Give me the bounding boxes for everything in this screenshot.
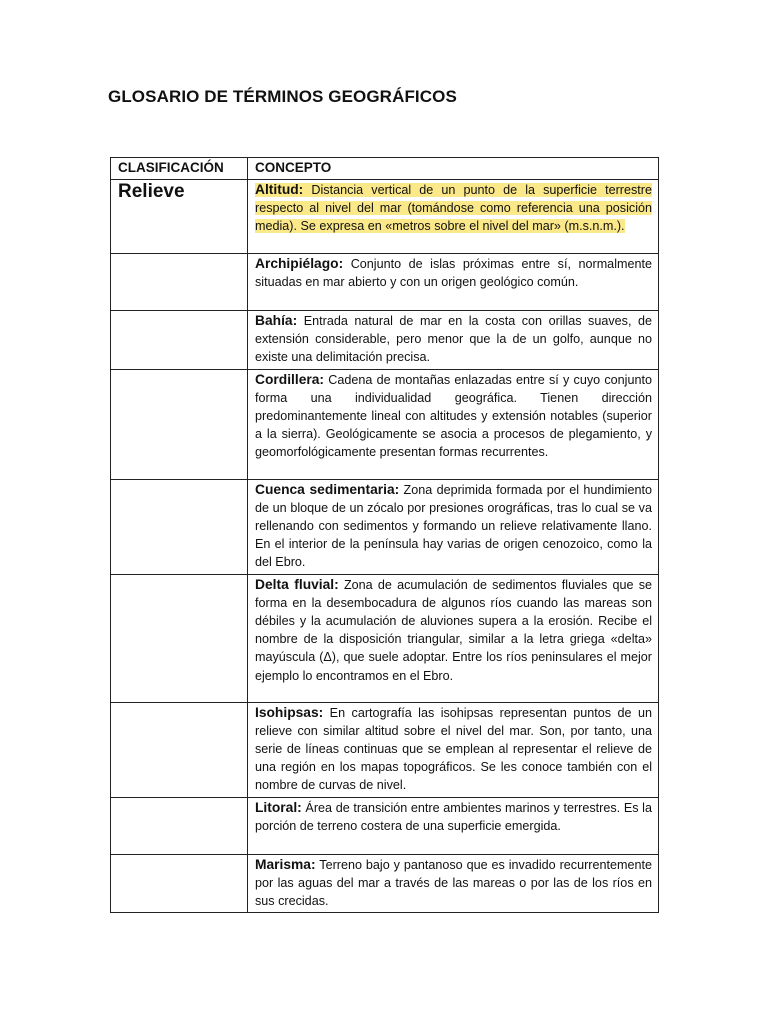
- classification-cell: [111, 311, 248, 370]
- term-definition: Zona deprimida formada por el hundimiento de un bloque de un zócalo por presiones orográficas, tras lo cual se va rellenando con sedimentos y formando un relieve relativamente llano. En el interior de la península hay varias de origen cenozoico, como la del Ebro.: [255, 482, 652, 570]
- term-label: Marisma:: [255, 856, 316, 872]
- term-label: Cordillera:: [255, 371, 324, 387]
- table-header-row: [111, 158, 659, 180]
- table-row: [111, 797, 659, 854]
- term-label: Isohipsas:: [255, 704, 324, 720]
- term-label: Altitud:: [255, 182, 304, 197]
- classification-cell: [111, 369, 248, 479]
- classification-cell: Relieve: [111, 180, 248, 254]
- table-row: [111, 854, 659, 913]
- term-definition: Terreno bajo y pantanoso que es invadido recurrentemente por las aguas del mar a través de las mareas o por las de los ríos en sus crecidas.: [255, 857, 652, 909]
- classification-cell: [111, 479, 248, 574]
- classification-cell: [111, 702, 248, 797]
- concept-cell: [248, 369, 659, 479]
- table-row: [111, 254, 659, 311]
- term-definition: En cartografía las isohipsas representan puntos de un relieve con similar altitud sobre el nivel del mar. Son, por tanto, una serie de líneas continuas que se emplean al representar el relieve de una región en los mapas topográficos. Se les conoce también con el nombre de curvas de nivel.: [255, 705, 652, 793]
- table-row: [111, 574, 659, 702]
- header-concept: CONCEPTO: [248, 158, 659, 180]
- term-label: Delta fluvial:: [255, 576, 339, 592]
- table-row: [111, 479, 659, 574]
- table-row: [111, 180, 659, 254]
- term-definition: Conjunto de islas próximas entre sí, normalmente situadas en mar abierto y con un origen geológico común.: [255, 257, 652, 290]
- term-definition: Cadena de montañas enlazadas entre sí y cuyo conjunto forma una individualidad geográfica. Tienen dirección predominantemente lineal con altitudes y extensión notables (superior a la sierra). Geológicamente se asocia a procesos de plegamiento, y geomorfológicamente presentan formas recurrentes.: [255, 372, 652, 460]
- page-title: GLOSARIO DE TÉRMINOS GEOGRÁFICOS: [108, 87, 457, 106]
- concept-cell: [248, 311, 659, 370]
- term-label: Archipiélago:: [255, 256, 344, 271]
- table-row: [111, 702, 659, 797]
- glossary-table: [110, 157, 659, 913]
- term-label: Bahía:: [255, 313, 298, 328]
- concept-cell: [248, 854, 659, 913]
- concept-cell: [248, 574, 659, 702]
- term-definition: Área de transición entre ambientes marinos y terrestres. Es la porción de terreno costera de una superficie emergida.: [255, 800, 652, 833]
- concept-cell: [248, 797, 659, 854]
- classification-cell: [111, 797, 248, 854]
- classification-cell: [111, 854, 248, 913]
- table-row: [111, 369, 659, 479]
- highlighted-text: [255, 183, 652, 233]
- table-row: [111, 311, 659, 370]
- classification-cell: [111, 254, 248, 311]
- term-definition: Distancia vertical de un punto de la superficie terrestre respecto al nivel del mar (tomándose como referencia una posición media). Se expresa en «metros sobre el nivel del mar» (m.s.n.m.).: [255, 183, 652, 234]
- concept-cell: [248, 180, 659, 254]
- term-definition: Entrada natural de mar en la costa con orillas suaves, de extensión considerable, pero menor que la de un golfo, aunque no existe una delimitación precisa.: [255, 314, 652, 365]
- concept-cell: [248, 702, 659, 797]
- term-label: Cuenca sedimentaria:: [255, 481, 400, 497]
- term-label: Litoral:: [255, 799, 302, 815]
- concept-cell: [248, 254, 659, 311]
- header-classification: CLASIFICACIÓN: [111, 158, 248, 180]
- term-definition: Zona de acumulación de sedimentos fluviales que se forma en la desembocadura de algunos ríos cuando las mareas son débiles y la acumulación de aluviones supera a la erosión. Recibe el nombre de la disposición triangular, similar a la letra griega «delta» mayúscula (Δ), que suele adoptar. Entre los ríos peninsulares el mejor ejemplo lo encontramos en el Ebro.: [255, 577, 652, 683]
- concept-cell: [248, 479, 659, 574]
- classification-cell: [111, 574, 248, 702]
